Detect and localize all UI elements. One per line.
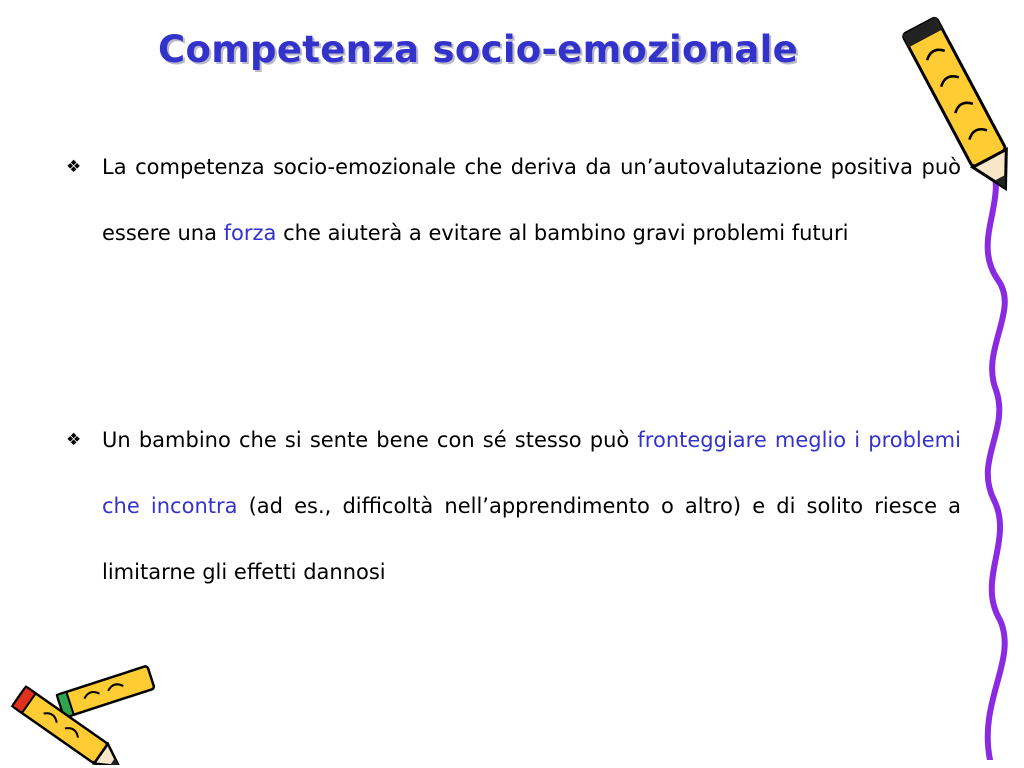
bullet-1-text	[102, 134, 961, 266]
diamond-bullet-icon: ❖	[66, 157, 82, 177]
bullet-2-highlight: fronteggiare meglio i problemi che incontra	[102, 428, 961, 518]
bullet-1	[66, 134, 961, 266]
pencil-icon	[896, 10, 1024, 205]
purple-border-swirl	[960, 160, 1024, 760]
slide-title: Competenza socio-emozionale	[158, 28, 798, 71]
bullet-1-text-part2: che aiuterà a evitare al bambino gravi problemi futuri	[276, 221, 849, 245]
pencils-icon	[0, 655, 165, 765]
bullet-2-text-part1: Un bambino che si sente bene con sé stesso può	[102, 428, 638, 452]
diamond-bullet-icon: ❖	[66, 430, 82, 450]
bullet-1-text-part1: La competenza socio-emozionale che deriva da un’autovalutazione positiva può essere una	[102, 155, 961, 245]
bullet-2-text	[102, 407, 961, 605]
bullet-2-text-part2: (ad es., difficoltà nell’apprendimento o altro) e di solito riesce a limitarne gli effetti dannosi	[102, 494, 961, 584]
bullet-2	[66, 407, 961, 605]
bullet-1-highlight: forza	[223, 221, 277, 245]
